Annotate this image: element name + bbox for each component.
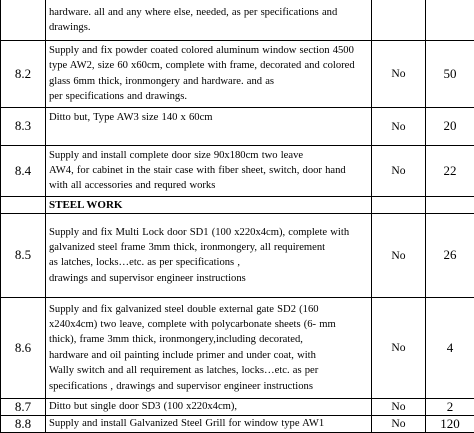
section-spacer: [426, 196, 474, 213]
item-description: Ditto but, Type AW3 size 140 x 60cm: [46, 107, 372, 145]
item-unit: No: [372, 145, 426, 196]
item-number: [1, 0, 46, 41]
item-unit: No: [372, 415, 426, 432]
table-row: [1, 0, 474, 41]
item-number: 8.6: [1, 297, 46, 398]
item-quantity: 26: [426, 213, 474, 297]
item-description: Ditto but single door SD3 (100 x220x4cm),: [46, 398, 372, 415]
item-description: Supply and install Galvanized Steel Grill for window type AW1: [46, 415, 372, 432]
table-row: [1, 398, 474, 415]
table-row: [1, 107, 474, 145]
section-row: [1, 196, 474, 213]
item-unit: [372, 0, 426, 41]
item-number: 8.2: [1, 41, 46, 108]
item-quantity: [426, 0, 474, 41]
item-description: Supply and fix powder coated colored aluminum window section 4500 type AW2, size 60 x60cm, complete with frame, decorated and colored glass 6mm thick, ironmongery and hardware. and as per specifications and drawings.: [46, 41, 372, 108]
item-unit: No: [372, 297, 426, 398]
item-quantity: 4: [426, 297, 474, 398]
item-description: Supply and install complete door size 90x180cm two leave AW4, for cabinet in the stair case with fiber sheet, switch, door hand with all accessories and requred works: [46, 145, 372, 196]
section-spacer: [372, 196, 426, 213]
item-unit: No: [372, 41, 426, 108]
item-number: 8.7: [1, 398, 46, 415]
item-quantity: 2: [426, 398, 474, 415]
item-description: hardware. all and any where else, needed, as per specifications and drawings.: [46, 0, 372, 41]
item-quantity: 20: [426, 107, 474, 145]
table-row: [1, 297, 474, 398]
table-row: [1, 213, 474, 297]
item-unit: No: [372, 398, 426, 415]
item-quantity: 50: [426, 41, 474, 108]
section-spacer: [1, 196, 46, 213]
section-heading: STEEL WORK: [46, 196, 372, 213]
item-unit: No: [372, 107, 426, 145]
item-number: 8.3: [1, 107, 46, 145]
item-description: Supply and fix Multi Lock door SD1 (100 x220x4cm), complete with galvanized steel frame 3mm thick, ironmongery, all requirement as latches, locks…etc. as per specifications , drawings and supervisor engineer instructions: [46, 213, 372, 297]
item-quantity: 22: [426, 145, 474, 196]
item-description: Supply and fix galvanized steel double external gate SD2 (160 x240x4cm) two leave, complete with polycarbonate sheets (6- mm thick), frame 3mm thick, ironmongery,including decorated, hardware and oil painting include primer and under coat, with Wally switch and all requirement as latches, locks…etc. as per specifications , drawings and supervisor engineer instructions: [46, 297, 372, 398]
item-number: 8.4: [1, 145, 46, 196]
table-row: [1, 145, 474, 196]
item-number: 8.8: [1, 415, 46, 432]
item-quantity: 120: [426, 415, 474, 432]
item-unit: No: [372, 213, 426, 297]
item-number: 8.5: [1, 213, 46, 297]
table-row: [1, 415, 474, 432]
table-row: [1, 41, 474, 108]
